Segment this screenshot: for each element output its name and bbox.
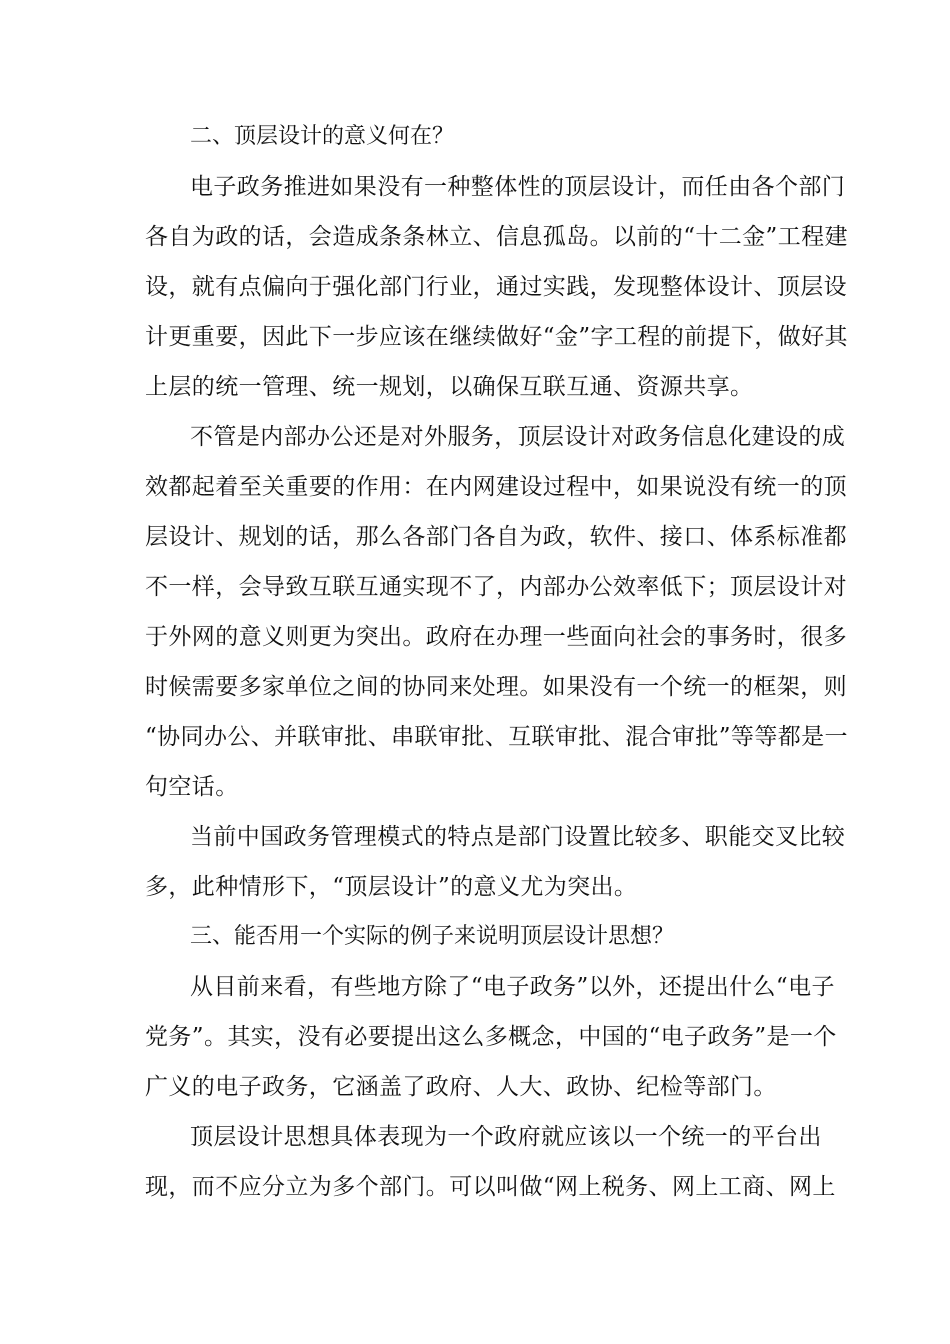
text-line: “协同办公、并联审批、串联审批、互联审批、混合审批”等等都是一 [145, 724, 848, 750]
text-line: 广义的电子政务，它涵盖了政府、人大、政协、纪检等部门。 [145, 1074, 777, 1100]
text-line: 层设计、规划的话，那么各部门各自为政，软件、接口、体系标准都 [145, 524, 847, 550]
text-line: 上层的统一管理、统一规划，以确保互联互通、资源共享。 [145, 374, 754, 400]
paragraph [145, 1112, 836, 1212]
text-line: 电子政务推进如果没有一种整体性的顶层设计，而任由各个部门 [190, 174, 846, 200]
paragraph [145, 812, 846, 912]
text-line: 句空话。 [145, 774, 239, 800]
text-line: 不管是内部办公还是对外服务，顶层设计对政务信息化建设的成 [190, 424, 846, 450]
section-heading-2: 二、顶层设计的意义何在？ [190, 124, 455, 149]
document-body [145, 112, 848, 1212]
text-line: 时候需要多家单位之间的协同来处理。如果没有一个统一的框架，则 [145, 674, 847, 700]
text-line: 当前中国政务管理模式的特点是部门设置比较多、职能交叉比较 [190, 824, 846, 850]
text-line: 各自为政的话，会造成条条林立、信息孤岛。以前的“十二金”工程建 [145, 224, 848, 250]
text-line: 多，此种情形下，“顶层设计”的意义尤为突出。 [145, 874, 638, 900]
text-line: 党务”。其实，没有必要提出这么多概念，中国的“电子政务”是一个 [145, 1024, 837, 1050]
text-line: 不一样，会导致互联互通实现不了，内部办公效率低下；顶层设计对 [145, 574, 847, 600]
text-line: 设，就有点偏向于强化部门行业，通过实践，发现整体设计、顶层设 [145, 274, 847, 300]
text-line: 于外网的意义则更为突出。政府在办理一些面向社会的事务时，很多 [145, 624, 847, 650]
text-line: 计更重要，因此下一步应该在继续做好“金”字工程的前提下，做好其 [145, 324, 848, 350]
text-line: 顶层设计思想具体表现为一个政府就应该以一个统一的平台出 [190, 1124, 822, 1150]
paragraph [145, 962, 837, 1112]
paragraph [145, 162, 848, 412]
text-line: 现，而不应分立为多个部门。可以叫做“网上税务、网上工商、网上 [145, 1174, 836, 1200]
section-heading-3: 三、能否用一个实际的例子来说明顶层设计思想？ [190, 924, 675, 949]
text-line: 效都起着至关重要的作用：在内网建设过程中，如果说没有统一的顶 [145, 474, 847, 500]
paragraph [145, 412, 848, 812]
text-line: 从目前来看，有些地方除了“电子政务”以外，还提出什么“电子 [190, 974, 835, 1000]
